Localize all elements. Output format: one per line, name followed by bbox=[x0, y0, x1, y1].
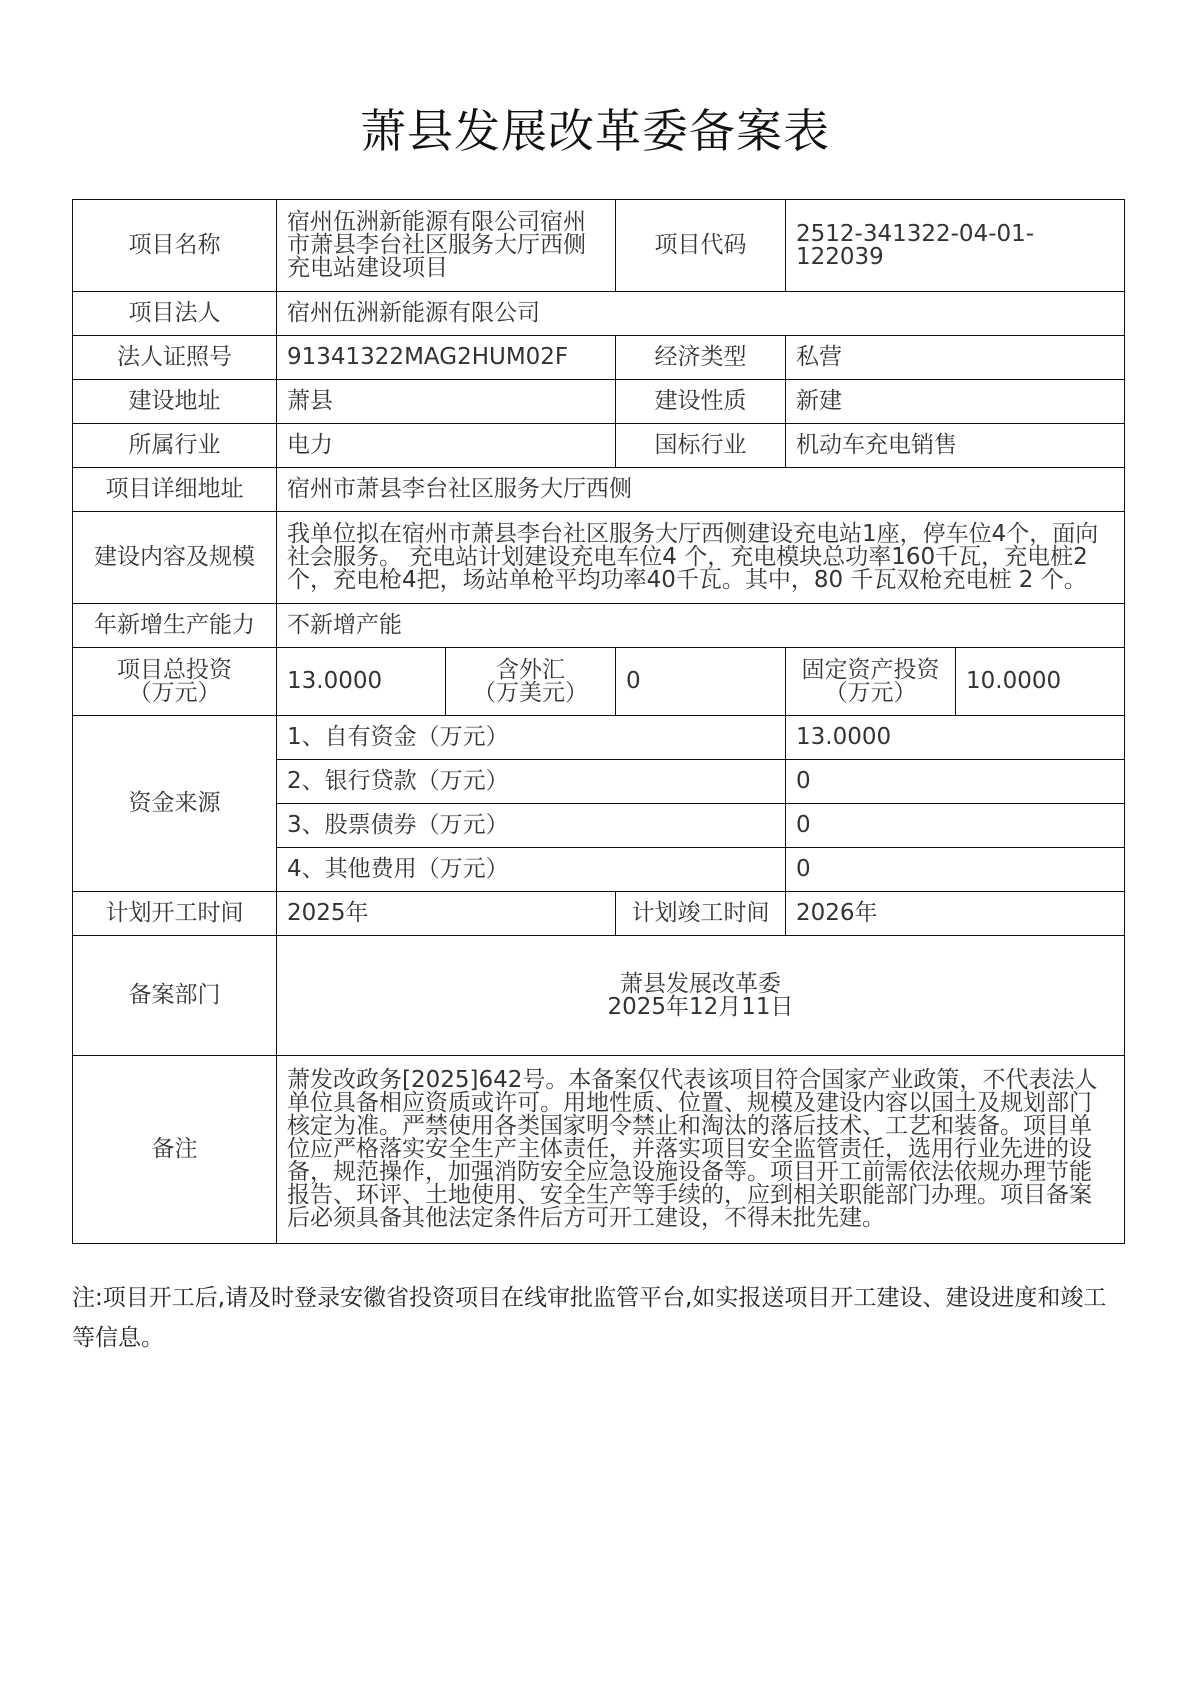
funding-item-label: 3、股票债券（万元） bbox=[277, 804, 786, 848]
content-scale-label: 建设内容及规模 bbox=[73, 512, 277, 604]
build-nature-value: 新建 bbox=[786, 380, 1125, 424]
row-project-name bbox=[73, 200, 1125, 292]
total-investment-label-line1: 项目总投资 bbox=[117, 656, 232, 683]
row-funding-1 bbox=[73, 716, 1125, 760]
planned-end-label: 计划竣工时间 bbox=[616, 892, 786, 936]
remarks-label: 备注 bbox=[73, 1056, 277, 1244]
national-industry-label: 国标行业 bbox=[616, 424, 786, 468]
national-industry-value: 机动车充电销售 bbox=[786, 424, 1125, 468]
funding-item-label: 4、其他费用（万元） bbox=[277, 848, 786, 892]
record-form-table bbox=[72, 199, 1125, 1244]
row-location bbox=[73, 380, 1125, 424]
row-schedule bbox=[73, 892, 1125, 936]
license-no-value: 91341322MAG2HUM02F bbox=[277, 336, 616, 380]
funding-item-value: 13.0000 bbox=[786, 716, 1125, 760]
record-dept-name: 萧县发展改革委 bbox=[620, 970, 781, 997]
total-investment-label bbox=[73, 648, 277, 716]
industry-label: 所属行业 bbox=[73, 424, 277, 468]
record-dept-date: 2025年12月11日 bbox=[607, 993, 794, 1020]
project-name-label: 项目名称 bbox=[73, 200, 277, 292]
build-nature-label: 建设性质 bbox=[616, 380, 786, 424]
fixed-asset-label-line2: （万元） bbox=[824, 679, 917, 706]
legal-entity-label: 项目法人 bbox=[73, 292, 277, 336]
build-location-label: 建设地址 bbox=[73, 380, 277, 424]
new-capacity-value: 不新增产能 bbox=[277, 604, 1125, 648]
fixed-asset-label bbox=[786, 648, 956, 716]
funding-item-label: 2、银行贷款（万元） bbox=[277, 760, 786, 804]
content-scale-value: 我单位拟在宿州市萧县李台社区服务大厅西侧建设充电站1座，停车位4个，面向社会服务。 充电站计划建设充电车位4 个，充电模块总功率160千瓦，充电桩2个，充电枪4把，场站单枪平均功率40千瓦。其中，80 千瓦双枪充电桩 2 个。 bbox=[277, 512, 1125, 604]
footnote: 注:项目开工后,请及时登录安徽省投资项目在线审批监管平台,如实报送项目开工建设、建设进度和竣工等信息。 bbox=[72, 1285, 1107, 1351]
funding-item-value: 0 bbox=[786, 848, 1125, 892]
detail-address-value: 宿州市萧县李台社区服务大厅西侧 bbox=[277, 468, 1125, 512]
planned-start-label: 计划开工时间 bbox=[73, 892, 277, 936]
detail-address-label: 项目详细地址 bbox=[73, 468, 277, 512]
document-title: 萧县发展改革委备案表 bbox=[360, 104, 830, 158]
funding-item-value: 0 bbox=[786, 760, 1125, 804]
project-code-value: 2512-341322-04-01-122039 bbox=[786, 200, 1125, 292]
fixed-asset-value: 10.0000 bbox=[956, 648, 1125, 716]
foreign-exchange-label-line2: （万美元） bbox=[473, 679, 588, 706]
foreign-exchange-value: 0 bbox=[616, 648, 786, 716]
legal-entity-value: 宿州伍洲新能源有限公司 bbox=[277, 292, 1125, 336]
row-remarks bbox=[73, 1056, 1125, 1244]
row-license bbox=[73, 336, 1125, 380]
planned-end-value: 2026年 bbox=[786, 892, 1125, 936]
row-legal-entity bbox=[73, 292, 1125, 336]
industry-value: 电力 bbox=[277, 424, 616, 468]
funding-item-label: 1、自有资金（万元） bbox=[277, 716, 786, 760]
new-capacity-label: 年新增生产能力 bbox=[73, 604, 277, 648]
remarks-value: 萧发改政务[2025]642号。本备案仅代表该项目符合国家产业政策，不代表法人单位具备相应资质或许可。用地性质、位置、规模及建设内容以国土及规划部门核定为准。严禁使用各类国家明令禁止和淘汰的落后技术、工艺和装备。项目单位应严格落实安全生产主体责任，并落实项目安全监管责任，选用行业先进的设备，规范操作，加强消防安全应急设施设备等。项目开工前需依法依规办理节能报告、环评、土地使用、安全生产等手续的，应到相关职能部门办理。项目备案后必须具备其他法定条件后方可开工建设，不得未批先建。 bbox=[277, 1056, 1125, 1244]
license-no-label: 法人证照号 bbox=[73, 336, 277, 380]
funding-label: 资金来源 bbox=[73, 716, 277, 892]
fixed-asset-label-line1: 固定资产投资 bbox=[801, 656, 940, 683]
project-code-label: 项目代码 bbox=[616, 200, 786, 292]
funding-item-value: 0 bbox=[786, 804, 1125, 848]
project-name-value: 宿州伍洲新能源有限公司宿州市萧县李台社区服务大厅西侧充电站建设项目 bbox=[277, 200, 616, 292]
planned-start-value: 2025年 bbox=[277, 892, 616, 936]
row-investment bbox=[73, 648, 1125, 716]
foreign-exchange-label bbox=[446, 648, 616, 716]
row-record-dept bbox=[73, 936, 1125, 1056]
row-content-scale bbox=[73, 512, 1125, 604]
record-dept-label: 备案部门 bbox=[73, 936, 277, 1056]
row-new-capacity bbox=[73, 604, 1125, 648]
record-dept-block bbox=[277, 936, 1125, 1056]
total-investment-value: 13.0000 bbox=[277, 648, 446, 716]
row-industry bbox=[73, 424, 1125, 468]
economic-type-label: 经济类型 bbox=[616, 336, 786, 380]
foreign-exchange-label-line1: 含外汇 bbox=[496, 656, 565, 683]
economic-type-value: 私营 bbox=[786, 336, 1125, 380]
row-detail-address bbox=[73, 468, 1125, 512]
total-investment-label-line2: （万元） bbox=[128, 679, 221, 706]
build-location-value: 萧县 bbox=[277, 380, 616, 424]
